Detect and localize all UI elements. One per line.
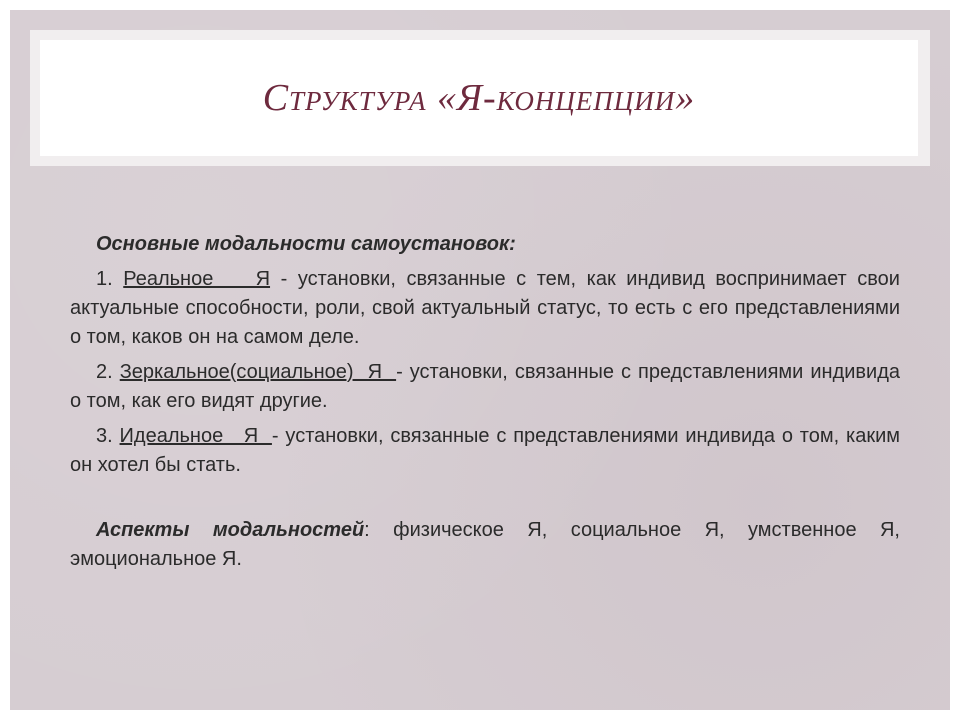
list-item xyxy=(70,422,900,480)
item-text: - установки, связанные с представлениями индивида о том, каким он хотел бы стать. xyxy=(70,425,901,476)
aspects-text: : физическое Я, социальное Я, умственное Я, эмоциональное Я. xyxy=(70,519,900,570)
slide-title: Структура «Я-концепции» xyxy=(262,77,696,119)
aspects-label: Аспекты модальностей xyxy=(96,519,365,541)
item-number: 3. xyxy=(96,425,113,447)
list-item xyxy=(70,265,900,352)
item-term: Идеальное Я xyxy=(119,425,272,447)
title-box xyxy=(40,40,918,156)
content-heading: Основные модальности самоустановок: xyxy=(96,233,516,255)
list-item xyxy=(70,358,900,416)
slide xyxy=(10,10,950,710)
aspects-paragraph xyxy=(70,516,900,574)
item-term: Реальное Я xyxy=(123,268,271,290)
item-text: - установки, связанные с тем, как индивид воспринимает свои актуальные способности, роли, свой актуальный статус, то есть с его представлениями о том, каков он на самом деле. xyxy=(70,268,900,348)
slide-content xyxy=(70,230,900,580)
title-band xyxy=(30,30,930,166)
item-term: Зеркальное(социальное) Я xyxy=(119,361,397,383)
item-number: 2. xyxy=(96,361,113,383)
item-text: - установки, связанные с представлениями индивида о том, как его видят другие. xyxy=(70,361,901,412)
item-number: 1. xyxy=(96,268,113,290)
